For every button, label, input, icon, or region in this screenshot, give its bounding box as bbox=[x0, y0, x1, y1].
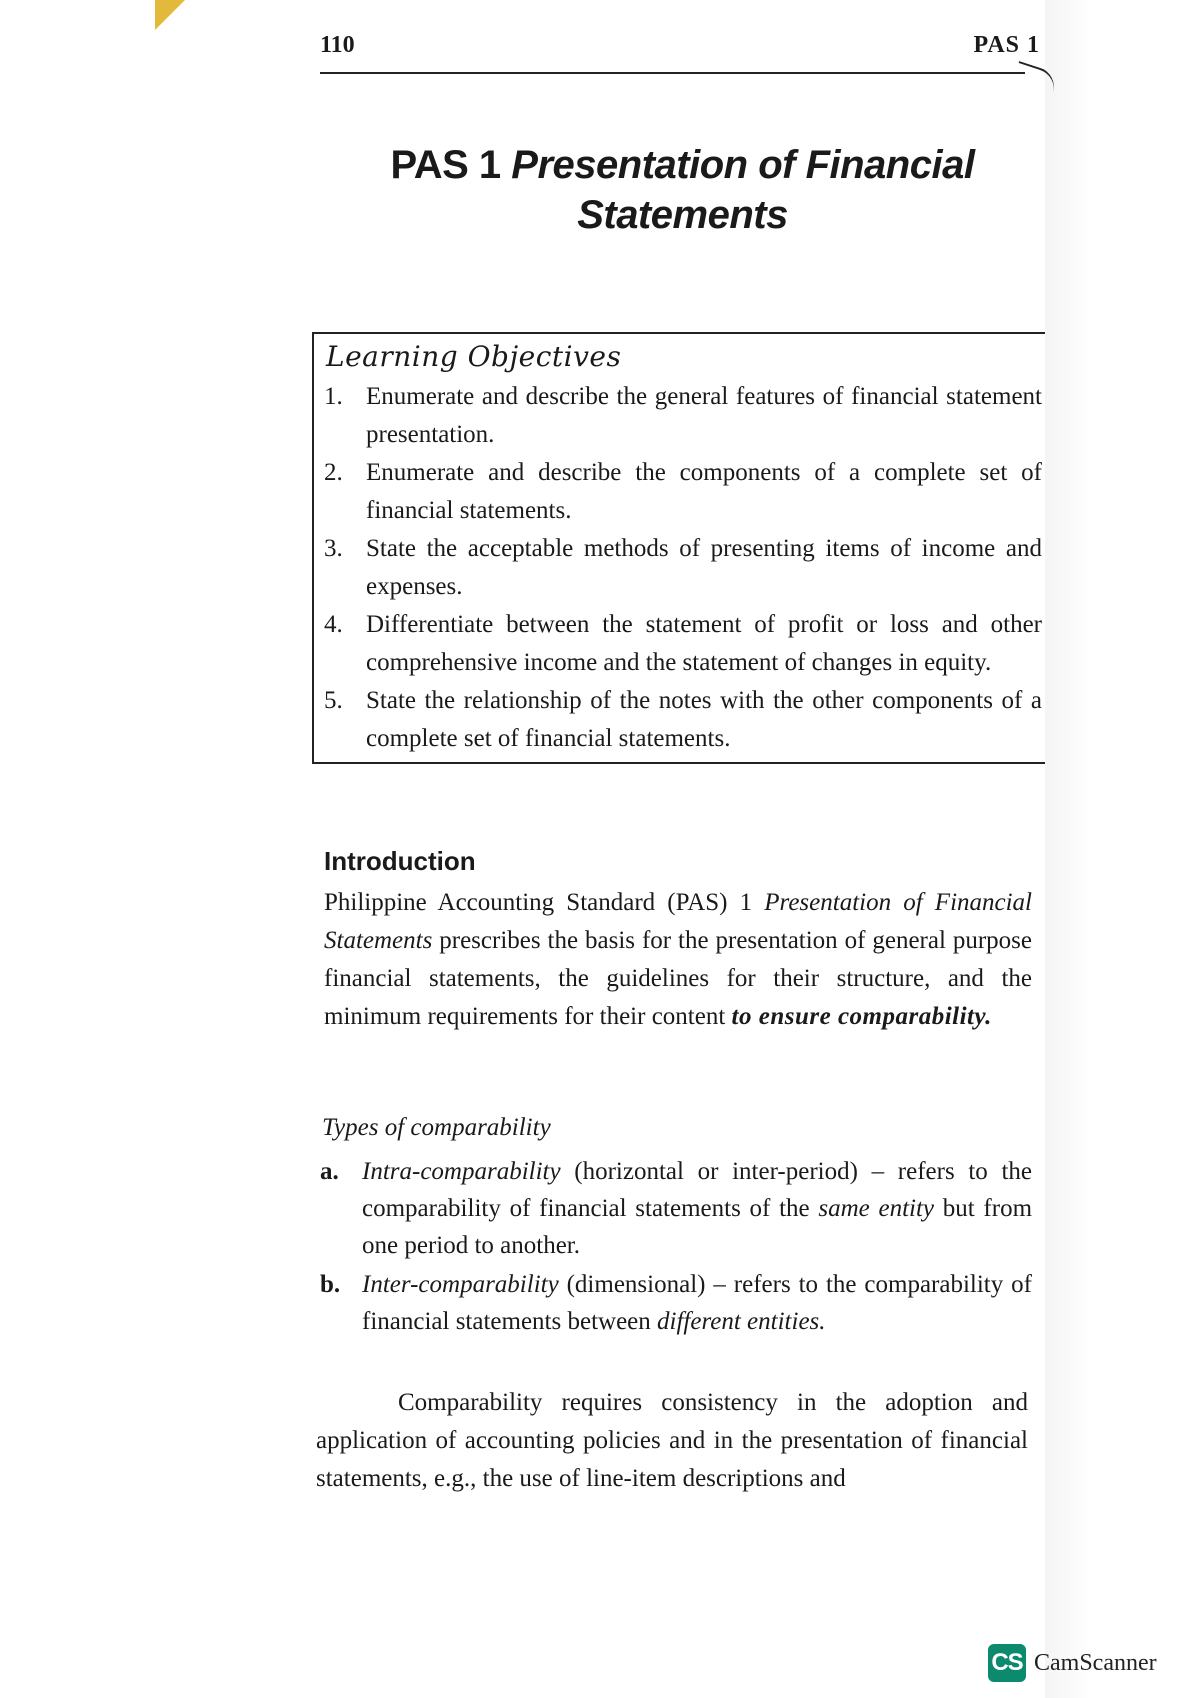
type-term: Intra-comparability bbox=[362, 1158, 561, 1185]
type-item bbox=[320, 1266, 1032, 1340]
type-letter: a. bbox=[320, 1158, 339, 1185]
objective-item bbox=[324, 454, 1042, 530]
objective-number: 5. bbox=[324, 687, 343, 714]
learning-objectives-box bbox=[312, 332, 1045, 764]
type-emphasis: same entity bbox=[818, 1195, 935, 1222]
objective-item bbox=[324, 530, 1042, 606]
type-item bbox=[320, 1153, 1032, 1264]
types-list bbox=[320, 1153, 1032, 1342]
type-term: Inter-comparability bbox=[362, 1271, 559, 1298]
document-page bbox=[316, 0, 1045, 1698]
page-edge-shadow bbox=[1045, 0, 1200, 1698]
header-rule bbox=[320, 72, 1025, 74]
objective-text: Enumerate and describe the general features of financial statement presentation. bbox=[366, 383, 1042, 448]
chapter-title bbox=[320, 140, 1045, 240]
types-heading: Types of comparability bbox=[322, 1114, 551, 1141]
type-desc-1: (dimensional) – refers to the comparability of financial statements between bbox=[362, 1271, 1032, 1335]
objective-item bbox=[324, 606, 1042, 682]
learning-objectives-heading: Learning Objectives bbox=[326, 340, 622, 373]
type-text bbox=[362, 1266, 1032, 1340]
learning-objectives-list bbox=[324, 378, 1042, 758]
page-number: 110 bbox=[320, 32, 355, 58]
objective-number: 1. bbox=[324, 383, 343, 410]
objective-item bbox=[324, 682, 1042, 758]
objective-text: Differentiate between the statement of profit or loss and other comprehensive income and the statement of changes in equity. bbox=[366, 611, 1042, 676]
running-head: PAS 1 bbox=[973, 32, 1040, 58]
objective-text: State the acceptable methods of presenting items of income and expenses. bbox=[366, 535, 1042, 600]
type-letter: b. bbox=[320, 1271, 341, 1298]
objective-number: 4. bbox=[324, 611, 343, 638]
type-text bbox=[362, 1153, 1032, 1264]
introduction-paragraph bbox=[324, 884, 1032, 1036]
introduction-heading: Introduction bbox=[324, 846, 476, 876]
camscanner-watermark bbox=[988, 1644, 1157, 1682]
intro-emphasis: to ensure comparability. bbox=[731, 1003, 992, 1030]
objective-number: 3. bbox=[324, 535, 343, 562]
title-italic: Presentation of Financial Statements bbox=[511, 143, 975, 237]
comparability-paragraph: Comparability requires consistency in the adoption and application of accounting policies and in the presentation of financial statements, e.g., the use of line-item descriptions and bbox=[316, 1389, 1028, 1492]
camscanner-logo-icon: CS bbox=[988, 1644, 1026, 1682]
objective-number: 2. bbox=[324, 459, 343, 486]
intro-standard-name: Presentation of Financial Statements bbox=[324, 889, 1032, 954]
objective-text: Enumerate and describe the components of a complete set of financial statements. bbox=[366, 459, 1042, 524]
type-desc-2: but from one period to another. bbox=[362, 1195, 1033, 1259]
objective-text: State the relationship of the notes with the other components of a complete set of financial statements. bbox=[366, 687, 1042, 752]
title-lead: PAS 1 bbox=[390, 143, 501, 187]
page-corner-fold bbox=[155, 0, 185, 30]
intro-text-2: prescribes the basis for the presentation of general purpose financial statements, the guidelines for their structure, and the minimum requirements for their content bbox=[324, 927, 1033, 1030]
objective-item bbox=[324, 378, 1042, 454]
type-emphasis: different entities. bbox=[657, 1308, 826, 1335]
camscanner-name: CamScanner bbox=[1034, 1649, 1157, 1676]
type-desc-1: (horizontal or inter-period) – refers to the comparability of financial statements of the bbox=[362, 1158, 1032, 1222]
intro-text-1: Philippine Accounting Standard (PAS) 1 bbox=[324, 889, 753, 916]
